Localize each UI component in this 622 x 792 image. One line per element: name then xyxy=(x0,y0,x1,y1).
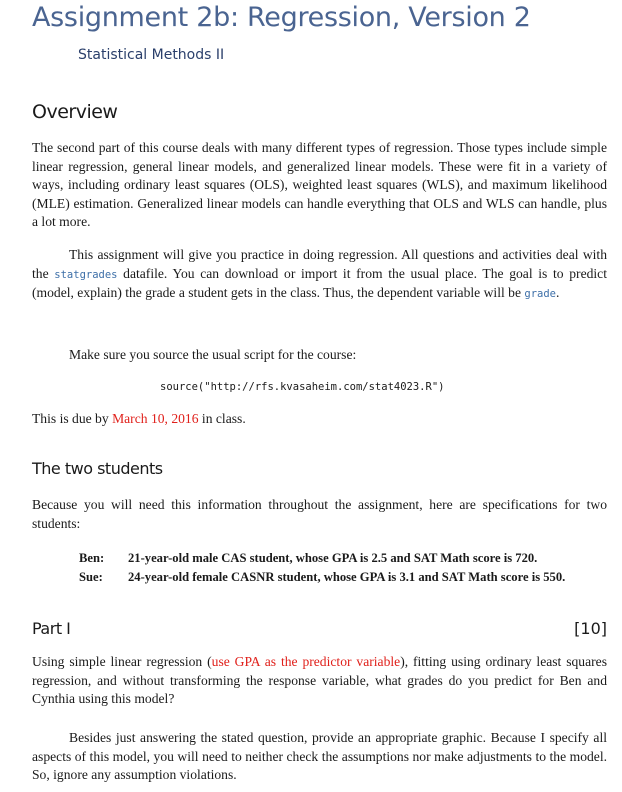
overview-paragraph-1: The second part of this course deals with many different types of regression. Those types include simple linear regression, general linear models, and generalized linear models. These were fit in a variety of ways, including ordinary least squares (OLS), weighted least squares (WLS), and maximum likelihood (MLE) estimation. Generalized linear models can handle everything that OLS and WLS can handle, plus a lot more. xyxy=(32,140,607,229)
student-name-ben: Ben: xyxy=(79,551,105,565)
due-date: March 10, 2016 xyxy=(112,411,199,426)
students-intro: Because you will need this information throughout the assignment, here are specifications for two students: xyxy=(32,497,607,531)
part-1-p1-text-2: ), fitting using ordinary least squares regression, and without transforming the response variable, what grades do you predict for Ben and Cynthia using this model? xyxy=(32,654,607,706)
section-heading-part-1: Part I xyxy=(32,619,71,638)
student-desc-sue: 24-year-old female CASNR student, whose GPA is 3.1 and SAT Math score is 550. xyxy=(128,570,566,584)
statgrades-code: statgrades xyxy=(54,268,118,281)
due-prefix: This is due by xyxy=(32,411,113,426)
part-1-p1-text-1: Using simple linear regression ( xyxy=(32,654,212,669)
part-1-points: [10] xyxy=(574,619,607,638)
student-name-sue: Sue: xyxy=(79,570,103,584)
overview-p2-text-2: datafile. You can download or import it from the usual place. The goal is to predict (model, explain) the grade a student gets in the class. Thus, the dependent variable will be xyxy=(32,265,607,300)
source-code-line: source("http://rfs.kvasaheim.com/stat4023.R") xyxy=(160,381,445,393)
part-1-paragraph-2: Besides just answering the stated question, provide an appropriate graphic. Because I specify all aspects of this model, you will need to neither check the assumptions nor make adjustments to the model. So, ignore any assumption violations. xyxy=(32,730,607,782)
part-1-paragraph-1 xyxy=(32,653,607,709)
overview-p2-text-3: . xyxy=(556,285,560,300)
document-title: Assignment 2b: Regression, Version 2 xyxy=(32,2,531,33)
overview-paragraph-3: Make sure you source the usual script for the course: xyxy=(69,347,357,362)
student-spec-sue xyxy=(79,570,565,585)
due-date-line xyxy=(32,410,607,429)
section-heading-overview: Overview xyxy=(32,101,118,123)
predictor-note: use GPA as the predictor variable xyxy=(211,654,401,669)
grade-code: grade xyxy=(524,288,556,300)
overview-paragraph-2 xyxy=(32,246,607,304)
section-heading-two-students: The two students xyxy=(32,459,163,478)
document-subtitle: Statistical Methods II xyxy=(78,47,225,63)
due-suffix: in class. xyxy=(198,411,246,426)
overview-p2-text-1: This assignment will give you practice in doing regression. All questions and activities deal with the xyxy=(32,247,607,281)
student-spec-ben xyxy=(79,551,537,566)
student-desc-ben: 21-year-old male CAS student, whose GPA is 2.5 and SAT Math score is 720. xyxy=(128,551,538,565)
